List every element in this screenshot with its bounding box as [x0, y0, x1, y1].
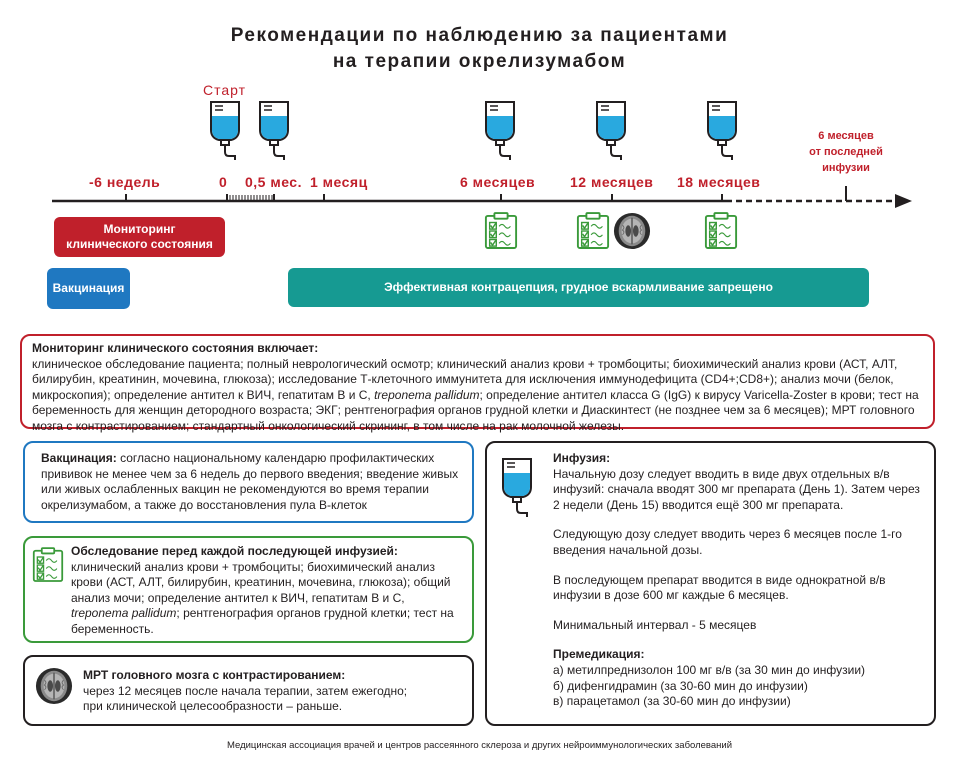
- contraception-bar: Эффективная контрацепция, грудное вскармливание запрещено: [288, 268, 869, 307]
- tick-label-05m: 0,5 мес.: [245, 174, 302, 190]
- vaccination-box: [23, 441, 474, 523]
- mri-heading: МРТ головного мозга с контрастированием:: [83, 668, 346, 682]
- mri-box: [23, 655, 474, 726]
- exam-text: клинический анализ крови + тромбоциты; биохимический анализ крови (АСТ, АЛТ, билирубин, креатинин, мочевина, глюкоза); общий анализ мочи; определение антител к ВИЧ, гепатитам В и С, treponema pallidum; рентгенография органов грудной клетки; тест на беременность.: [71, 559, 454, 636]
- vaccination-bar: Вакцинация: [47, 268, 130, 309]
- brain-mri-icon: [35, 667, 73, 705]
- premedication-heading: Премедикация:: [553, 647, 645, 662]
- infusion-p2: Следующую дозу следует вводить через 6 месяцев после 1-го введения начальной дозы.: [553, 527, 902, 557]
- premedication-a: а) метилпреднизолон 100 мг в/в (за 30 мин до инфузии): [553, 662, 866, 677]
- tick-label-1m: 1 месяц: [310, 174, 368, 190]
- footer-credit: Медицинская ассоциация врачей и центров рассеянного склероза и других нейроиммунологических заболеваний: [226, 740, 733, 751]
- exam-heading: Обследование перед каждой последующей инфузией:: [71, 544, 398, 558]
- iv-drip-icon: [702, 100, 742, 160]
- iv-drip-icon: [254, 100, 294, 160]
- iv-drip-icon: [591, 100, 631, 160]
- iv-drip-icon: [205, 100, 245, 160]
- vaccination-heading: Вакцинация:: [41, 451, 117, 465]
- tick-label-12m: 12 месяцев: [570, 174, 654, 190]
- infusion-box: [485, 441, 936, 726]
- brain-mri-icon: [613, 212, 651, 250]
- mri-line2: при клинической целесообразности – раньше.: [83, 699, 343, 714]
- start-label: Старт: [203, 82, 247, 98]
- iv-drip-icon: [480, 100, 520, 160]
- checklist-icon: [704, 211, 738, 251]
- monitoring-box: [20, 334, 935, 433]
- infusion-p1: Начальную дозу следует вводить в виде двух отдельных в/в инфузий: сначала вводят 300 мг препарата (День 1). Затем через 2 недели (День 15) вводится ещё 300 мг препарата.: [553, 466, 920, 512]
- tick-label-minus6w: -6 недель: [89, 174, 161, 190]
- last-dose-label: 6 месяцев от последней инфузии: [809, 130, 883, 174]
- mri-line1: через 12 месяцев после начала терапии, затем ежегодно;: [83, 683, 408, 698]
- monitoring-heading: Мониторинг клинического состояния включает:: [32, 341, 319, 355]
- premedication-c: в) парацетамол (за 30-60 мин до инфузии): [553, 694, 791, 709]
- infusion-p4: Минимальный интервал - 5 месяцев: [553, 617, 757, 632]
- iv-drip-icon: [497, 457, 537, 517]
- premedication-b: б) дифенгидрамин (за 30-60 мин до инфузии): [553, 678, 808, 693]
- infusion-p3: В последующем препарат вводится в виде однократной в/в инфузии в дозе 600 мг каждые 6 месяцев.: [553, 572, 886, 603]
- checklist-icon: [484, 211, 518, 251]
- page-title-line1: Рекомендации по наблюдению за пациентами: [230, 25, 729, 46]
- exam-box: [23, 536, 474, 643]
- monitoring-bar: Мониторинг клинического состояния: [54, 217, 225, 257]
- checklist-icon: [576, 211, 610, 251]
- page-title-line2: на терапии окрелизумабом: [332, 51, 627, 72]
- checklist-icon: [32, 546, 64, 584]
- vaccination-text: согласно национальному календарю профилактических прививок не менее чем за 6 недель до первого введения; введение живых или живых ослабленных вакцин не рекомендуются во время терапии окрелизумабом, а также до восстановления пула В-клеток: [41, 451, 459, 512]
- infusion-heading: Инфузия:: [553, 451, 611, 465]
- tick-label-18m: 18 месяцев: [677, 174, 761, 190]
- tick-label-6m: 6 месяцев: [460, 174, 536, 190]
- tick-label-0: 0: [219, 174, 228, 190]
- monitoring-text: клиническое обследование пациента; полный неврологический осмотр; клинический анализ крови + тромбоциты; биохимический анализ крови (АСТ, АЛТ, билирубин, креатинин, мочевина, глюкоза); исследование Т-клеточного иммунитета для исключения иммунодефицита (CD4+;CD8+); анализ мочи (белок, микроскопия); определение антител к ВИЧ, гепатитам В и С, treponema pallidum; определение антител класса G (IgG) к вирусу Varicella-Zoster в крови; тест на беременность для женщин детородного возраста; ЭКГ; рентгенография органов грудной клетки и Диаскинтест (не позднее чем за 6 месяцев); МРТ головного мозга с контрастированием; стандартный онкологический скрининг, в том числе на рак молочной железы.: [32, 356, 919, 433]
